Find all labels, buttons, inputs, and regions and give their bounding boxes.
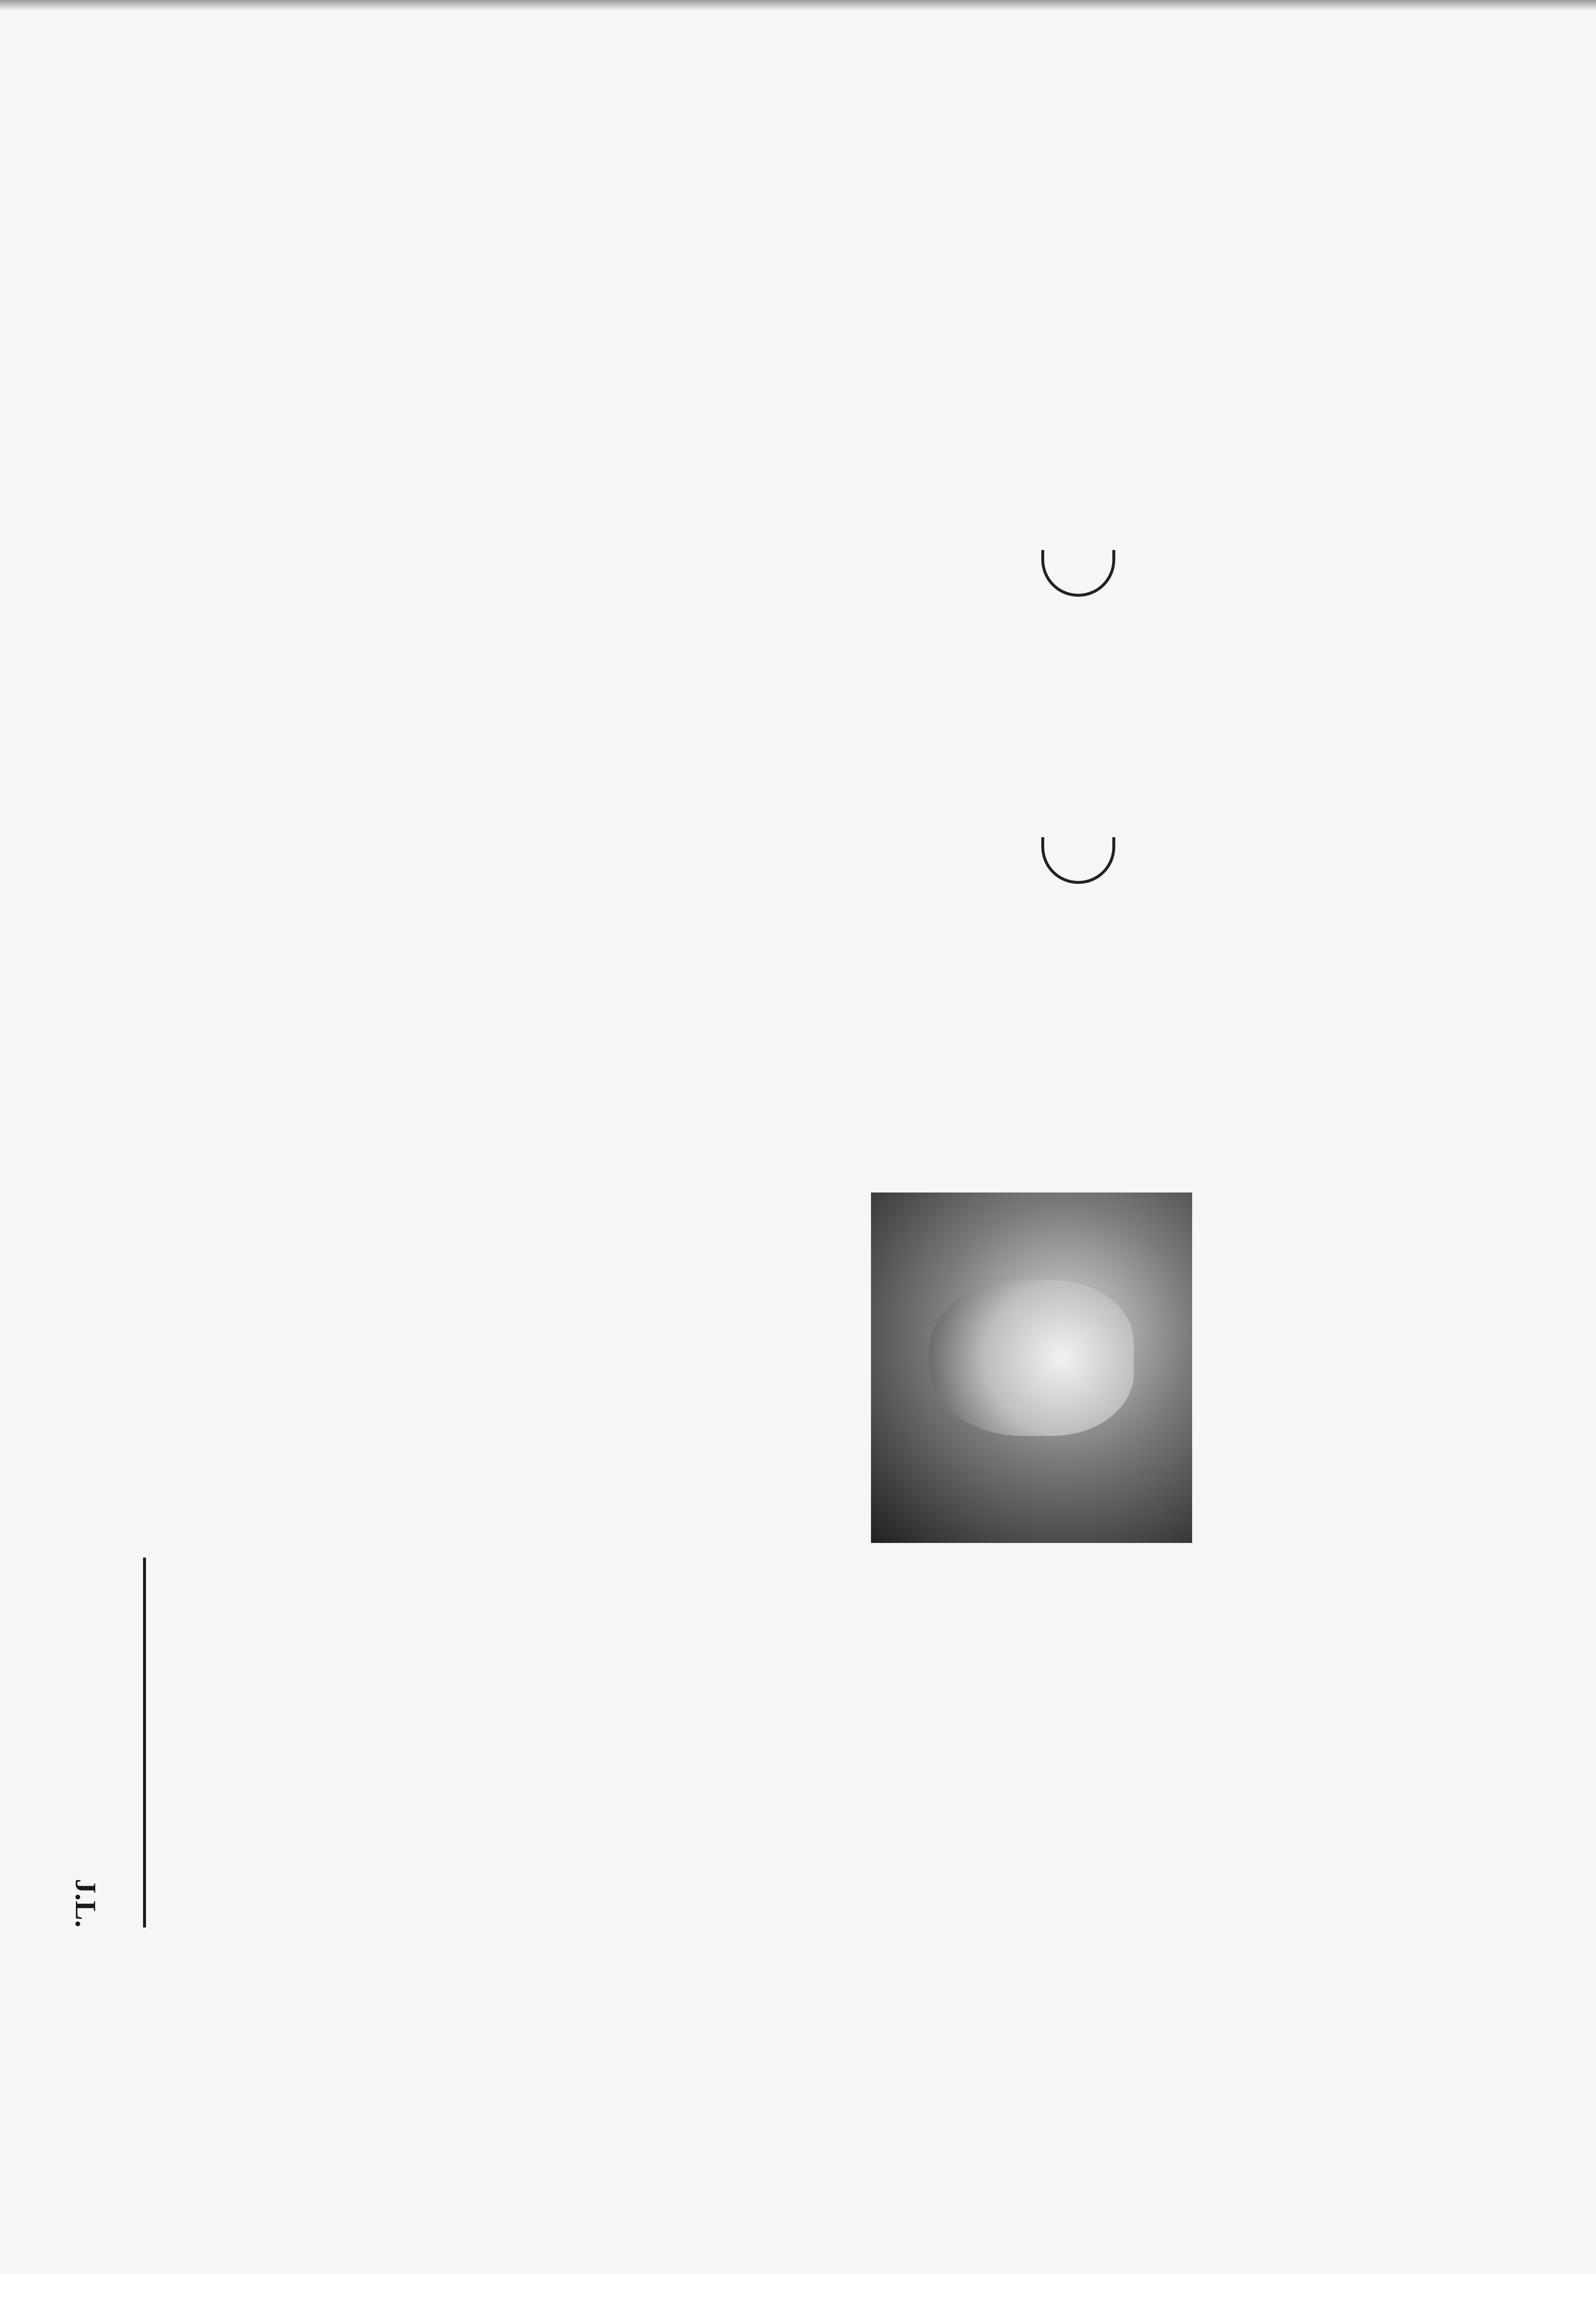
page-edge [0, 0, 1596, 11]
article-column-2 [24, 423, 1192, 686]
signature-rule [143, 1558, 146, 1927]
article-photo [871, 1193, 1192, 1543]
rotated-article [24, 170, 1192, 2312]
article-column-1 [24, 170, 1192, 433]
article-column-3 [24, 677, 1192, 939]
author-signature: J.L. [70, 1878, 102, 1927]
portrait-shape [929, 1280, 1134, 1436]
article-column-4 [24, 930, 1192, 1193]
